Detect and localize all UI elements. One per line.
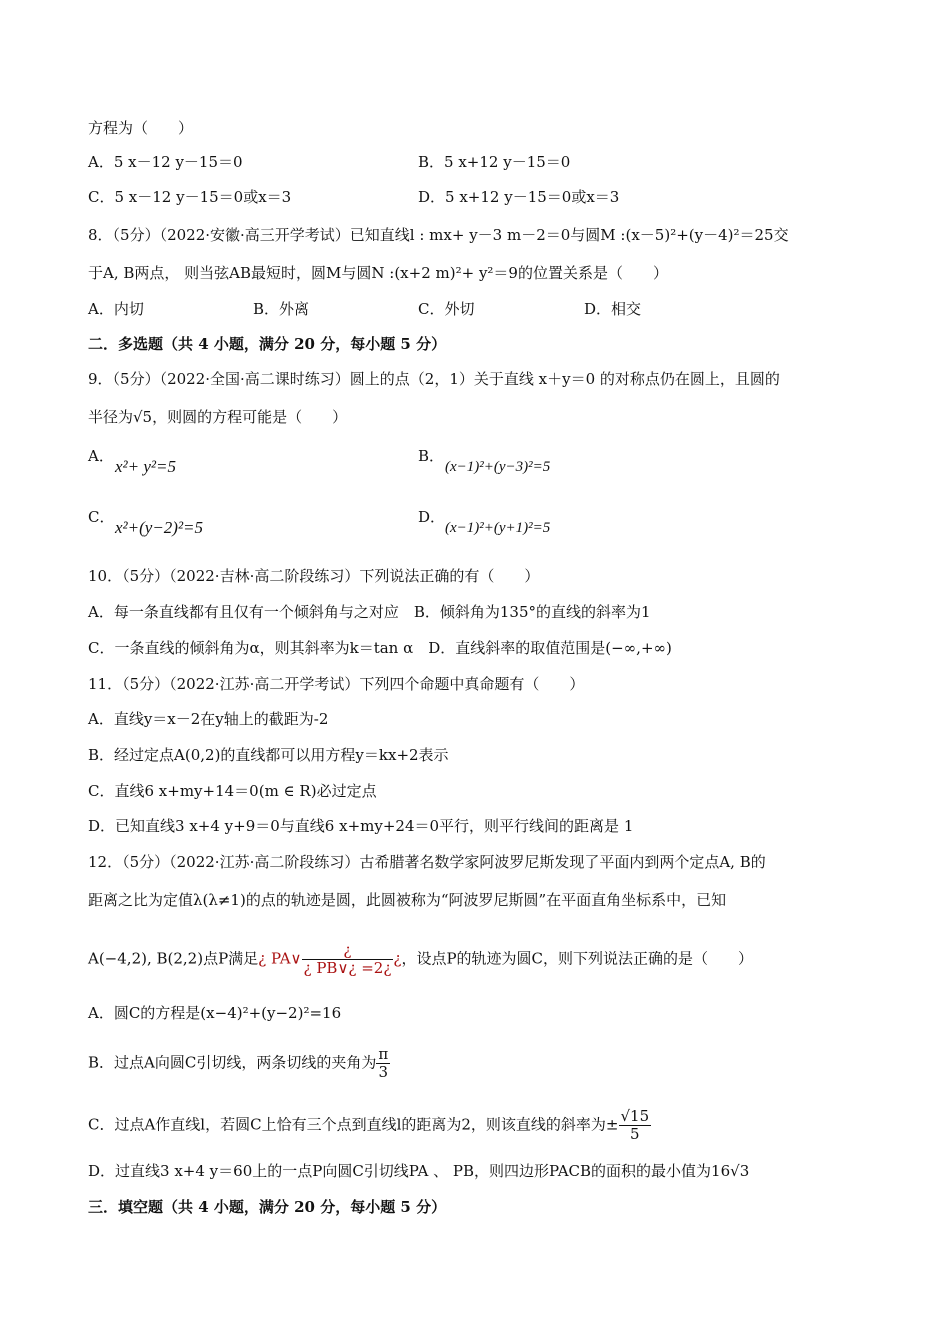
q9-option-b-label: B． — [418, 447, 445, 465]
q10-options-ab: A．每一条直线都有且仅有一个倾斜角与之对应 B．倾斜角为135°的直线的斜率为1 — [88, 603, 651, 621]
q10-options-cd: C．一条直线的倾斜角为α，则其斜率为k＝tan α D．直线斜率的取值范围是(−∞,+∞) — [88, 639, 672, 657]
q11-option-b: B．经过定点A(0,2)的直线都可以用方程y＝kx+2表示 — [88, 746, 449, 764]
q8-option-b: B．外离 — [253, 300, 310, 318]
section-multiple-choice-heading: 二．多选题（共 4 小题，满分 20 分，每小题 5 分） — [88, 335, 447, 353]
q9-option-a: x²+ y²=5 — [115, 457, 176, 476]
q8-stem-line2: 于A, B两点， 则当弦AB最短时，圆M与圆N :(x+2 m)²+ y²＝9的位置关系是（ ） — [88, 264, 668, 282]
q12-option-b-fraction — [376, 1046, 390, 1081]
q9-option-c: x²+(y−2)²=5 — [115, 518, 204, 537]
section-fill-in-heading: 三．填空题（共 4 小题，满分 20 分，每小题 5 分） — [88, 1198, 447, 1216]
q11-option-d: D．已知直线3 x+4 y+9＝0与直线6 x+my+24＝0平行，则平行线间的距离是 1 — [88, 817, 634, 835]
q12-ratio-fraction — [302, 942, 394, 977]
q8-option-d: D．相交 — [584, 300, 642, 318]
q12-option-c-fraction — [619, 1108, 652, 1143]
q12-option-c-denominator: 5 — [630, 1125, 640, 1143]
q8-stem-line1: 8．（5分）（2022·安徽·高三开学考试）已知直线l : mx+ y－3 m－2＝0与圆M :(x－5)²+(y－4)²＝25交 — [88, 226, 789, 244]
q12-option-b-numerator: π — [378, 1045, 389, 1063]
q12-option-c-numerator: √15 — [620, 1107, 650, 1125]
q9-stem-line1: 9．（5分）（2022·全国·高二课时练习）圆上的点（2，1）关于直线 x＋y＝0 的对称点仍在圆上，且圆的 — [88, 370, 780, 388]
q12-stem-line1: 12．（5分）（2022·江苏·高二阶段练习）古希腊著名数学家阿波罗尼斯发现了平面内到两个定点A, B的 — [88, 853, 766, 871]
q9-option-b: (x−1)²+(y−3)²=5 — [445, 459, 551, 475]
q12-option-c — [88, 1108, 651, 1143]
q12-option-b-denominator: 3 — [378, 1063, 389, 1081]
q9-option-c-label: C． — [88, 508, 115, 526]
q11-stem: 11．（5分）（2022·江苏·高二开学考试）下列四个命题中真命题有（ ） — [88, 675, 585, 693]
q12-glitch-right: ¿ — [393, 949, 402, 968]
q8-option-a: A．内切 — [88, 300, 144, 318]
q11-option-c: C．直线6 x+my+14＝0(m ∈ R)必过定点 — [88, 782, 377, 800]
q7-option-d: D．5 x+12 y－15＝0或x＝3 — [418, 188, 620, 206]
q9-stem-line2: 半径为√5，则圆的方程可能是（ ） — [88, 408, 348, 426]
q9-option-a-label: A． — [88, 447, 114, 465]
q12-option-c-text: C．过点A作直线l，若圆C上恰有三个点到直线l的距离为2，则该直线的斜率为± — [88, 1115, 619, 1134]
q12-option-b-text: B．过点A向圆C引切线，两条切线的夹角为 — [88, 1053, 377, 1072]
q10-stem: 10．（5分）（2022·吉林·高二阶段练习）下列说法正确的有（ ） — [88, 567, 540, 585]
q7-option-b: B．5 x+12 y－15＝0 — [418, 153, 571, 171]
q8-option-c: C．外切 — [418, 300, 475, 318]
q7-stem-tail: 方程为（ ） — [88, 119, 194, 137]
q12-stem-line3 — [88, 942, 753, 977]
q12-glitch-left: ¿ PA∨ — [258, 949, 302, 968]
q12-stem-tail: ，设点P的轨迹为圆C，则下列说法正确的是（ ） — [401, 949, 754, 968]
q9-option-d-label: D． — [418, 508, 446, 526]
q12-ratio-numerator: ¿ — [302, 942, 394, 960]
q7-option-a: A．5 x－12 y－15＝0 — [88, 153, 243, 171]
q12-option-b — [88, 1046, 390, 1081]
q12-ratio-denominator: ¿ PB∨¿ =2¿ — [303, 959, 392, 977]
q12-option-d: D．过直线3 x+4 y＝60上的一点P向圆C引切线PA 、 PB，则四边形PACB的面积的最小值为16√3 — [88, 1162, 750, 1180]
q7-option-c: C．5 x－12 y－15＝0或x＝3 — [88, 188, 292, 206]
q11-option-a: A．直线y＝x－2在y轴上的截距为-2 — [88, 710, 329, 728]
q12-points-text: A(−4,2), B(2,2)点P满足 — [88, 949, 259, 968]
q9-option-d: (x−1)²+(y+1)²=5 — [445, 520, 551, 536]
q12-option-a: A．圆C的方程是(x−4)²+(y−2)²=16 — [88, 1004, 342, 1022]
q12-stem-line2: 距离之比为定值λ(λ≠1)的点的轨迹是圆，此圆被称为“阿波罗尼斯圆”在平面直角坐标系中，已知 — [88, 891, 727, 909]
